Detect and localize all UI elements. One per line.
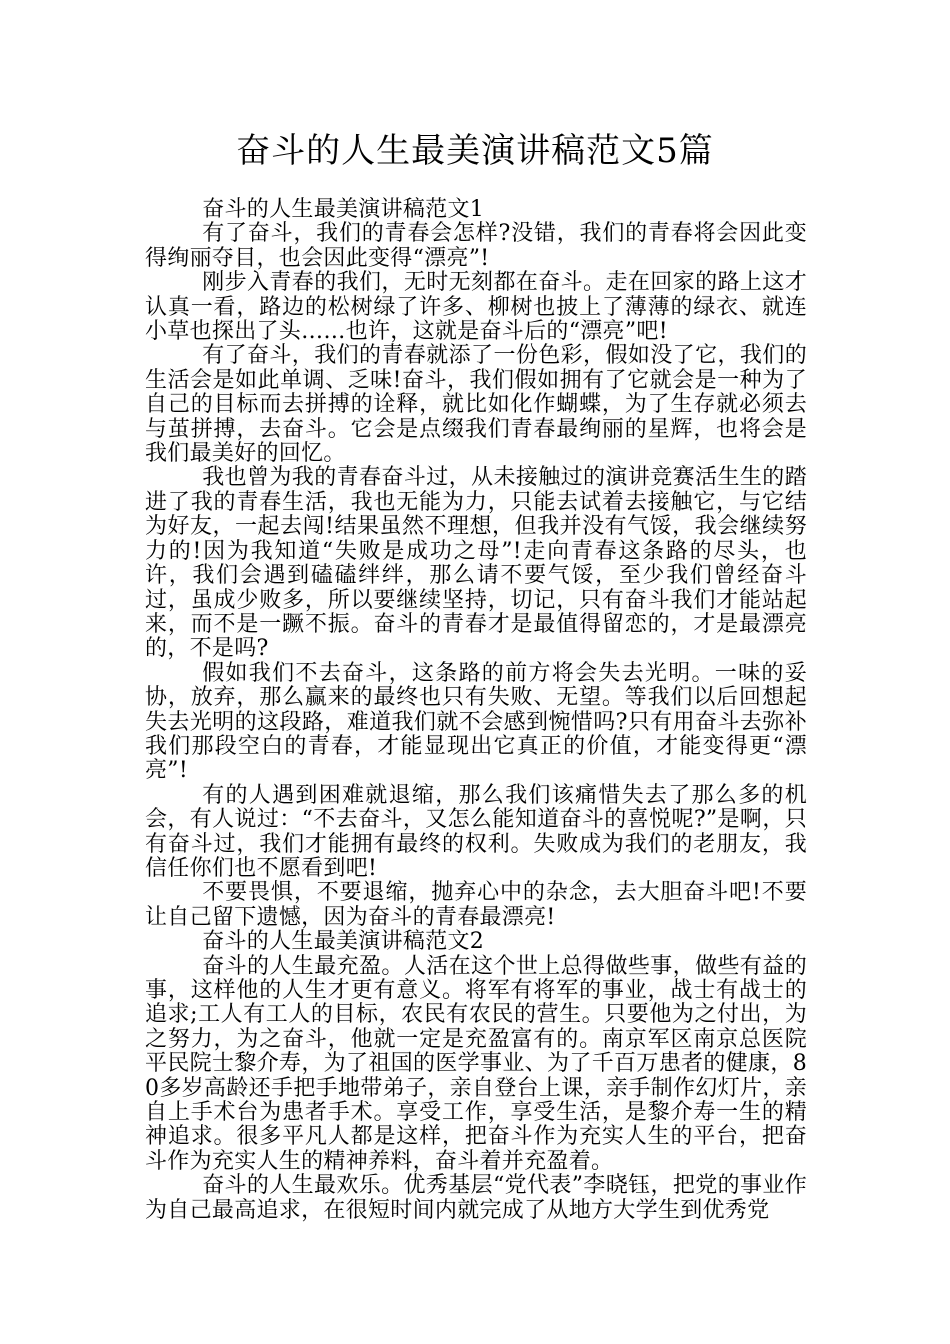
document-body (145, 198, 807, 1223)
paragraph: 假如我们不去奋斗，这条路的前方将会失去光明。一味的妥协，放弃，那么赢来的最终也只有失败、无望。等我们以后回想起失去光明的这段路，难道我们就不会感到惋惜吗?只有用奋斗去弥补我们那段空白的青春，才能显现出它真正的价值，才能变得更“漂亮”! (145, 660, 807, 784)
paragraph: 我也曾为我的青春奋斗过，从未接触过的演讲竞赛活生生的踏进了我的青春生活，我也无能为力，只能去试着去接触它，与它结为好友，一起去闯!结果虽然不理想，但我并没有气馁，我会继续努力的!因为我知道“失败是成功之母”!走向青春这条路的尽头，也许，我们会遇到磕磕绊绊，那么请不要气馁，至少我们曾经奋斗过，虽成少败多，所以要继续坚持，切记，只有奋斗我们才能站起来，而不是一蹶不振。奋斗的青春才是最值得留恋的，才是最漂亮的，不是吗? (145, 465, 807, 662)
section-heading-1: 奋斗的人生最美演讲稿范文1 (202, 197, 485, 222)
section-heading-2: 奋斗的人生最美演讲稿范文2 (202, 929, 485, 955)
paragraph: 奋斗的人生最充盈。人活在这个世上总得做些事，做些有益的事，这样他的人生才更有意义。将军有将军的事业，战士有战士的追求;工人有工人的目标，农民有农民的营生。只要他为之付出，为之努力，为之奋斗，他就一定是充盈富有的。南京军区南京总医院平民院士黎介寿，为了祖国的医学事业、为了千百万患者的健康，80多岁高龄还手把手地带弟子，亲自登台上课，亲手制作幻灯片，亲自上手术台为患者手术。享受工作，享受生活，是黎介寿一生的精神追求。很多平凡人都是这样，把奋斗作为充实人生的平台，把奋斗作为充实人生的精神养料，奋斗着并充盈着。 (145, 953, 807, 1174)
paragraph: 不要畏惧，不要退缩，抛弃心中的杂念，去大胆奋斗吧!不要让自己留下遗憾，因为奋斗的青春最漂亮! (145, 880, 807, 930)
paragraph: 有的人遇到困难就退缩，那么我们该痛惜失去了那么多的机会，有人说过：“不去奋斗，又怎么能知道奋斗的喜悦呢?”是啊，只有奋斗过，我们才能拥有最终的权利。失败成为我们的老朋友，我信任你们也不愿看到吧! (145, 782, 807, 881)
paragraph: 奋斗的人生最欢乐。优秀基层“党代表”李晓钰，把党的事业作为自己最高追求，在很短时间内就完成了从地方大学生到优秀党 (145, 1173, 807, 1223)
paragraph: 有了奋斗，我们的青春就添了一份色彩，假如没了它，我们的生活会是如此单调、乏味!奋斗，我们假如拥有了它就会是一种为了自己的目标而去拼搏的诠释，就比如化作蝴蝶，为了生存就必须去与茧拼搏，去奋斗。它会是点缀我们青春最绚丽的星辉，也将会是我们最美好的回忆。 (145, 343, 807, 467)
document-title: 奋斗的人生最美演讲稿范文5篇 (236, 131, 714, 171)
paragraph: 刚步入青春的我们，无时无刻都在奋斗。走在回家的路上这才认真一看，路边的松树绿了许多、柳树也披上了薄薄的绿衣、就连小草也探出了头……也许，这就是奋斗后的“漂亮”吧! (145, 270, 807, 345)
paragraph: 有了奋斗，我们的青春会怎样?没错，我们的青春将会因此变得绚丽夺目，也会因此变得“漂亮”! (145, 221, 807, 271)
